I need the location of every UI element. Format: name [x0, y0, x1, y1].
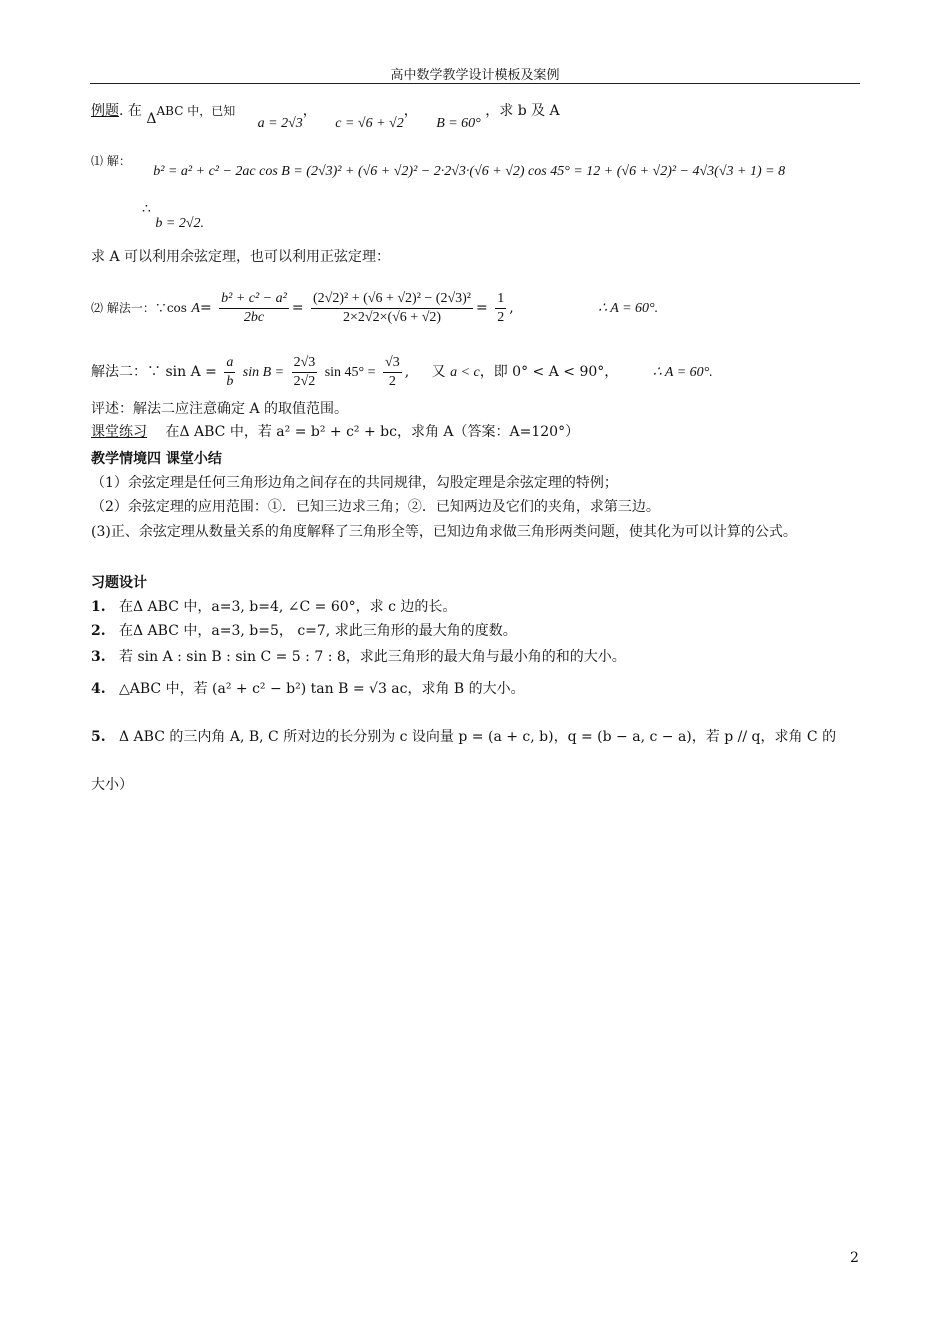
example-text-a: . 在	[119, 103, 142, 119]
exercise-item	[91, 596, 456, 618]
sol2-frac1-num: b² + c² − a²	[219, 290, 289, 309]
practice-line	[91, 421, 579, 443]
comment-line: 评述：解法二应注意确定 A 的取值范围。	[91, 401, 349, 417]
sol2-result: ∴ A = 60°.	[598, 301, 659, 316]
sol3-frac2	[292, 354, 318, 391]
exercise-text: 在Δ ABC 中，a=3, b=4, ∠C = 60°，求 c 边的长。	[119, 599, 457, 615]
page-header: 高中数学教学设计模板及案例	[390, 68, 560, 83]
summary-title: 教学情境四 课堂小结	[91, 451, 222, 467]
sol2-frac1	[219, 290, 289, 327]
cond-c: c = √6 + √2	[335, 116, 404, 131]
exercise-item	[91, 620, 517, 642]
sol2-frac3	[495, 290, 506, 327]
sol3-label: 解法二：∵ sin A =	[91, 364, 217, 380]
sol2-frac1-den: 2bc	[243, 309, 265, 325]
practice-label: 课堂练习	[91, 424, 147, 440]
sol3-frac3-den: 2	[388, 373, 396, 389]
sol2-frac3-num: 1	[495, 290, 506, 309]
sol3-mid2: sin 45° =	[324, 365, 376, 380]
example-text-b: ABC 中，已知	[156, 104, 236, 118]
page-number: 2	[850, 1250, 859, 1266]
sol1-line	[91, 150, 786, 179]
sol3-again: 又	[431, 364, 446, 380]
exercise-5-continuation: 大小）	[91, 777, 133, 793]
exercise-num: 4.	[91, 681, 106, 697]
exercise-text: Δ ABC 的三内角 A, B, C 所对边的长分别为 c 设向量 p = (a + c, b)，q = (b − a, c − a)，若 p // q，求角 C 的	[119, 729, 837, 745]
sol1-label: ⑴ 解：	[91, 154, 131, 168]
find-a-line: 求 A 可以利用余弦定理，也可以利用正弦定理：	[91, 249, 391, 265]
sol2-frac2	[311, 290, 473, 327]
exercise-text: 在Δ ABC 中，a=3, b=5， c=7, 求此三角形的最大角的度数。	[119, 623, 517, 639]
sol3-frac2-den: 2√2	[293, 373, 316, 389]
example-line: 例题. 在 ΔABC 中，已知 a = 2√3， c = √6 + √2， B = 60° ，求 b 及 A	[91, 103, 560, 131]
exercise-num: 2.	[91, 623, 106, 639]
sol2-line: ⑵ 解法一：∵cos A= $\frac{\text{b² + c² − a²}}{2bc}$ = $\frac{\text{(2√2)² + (√6 + √2)² − (2√3)²}}{2\times 2√2\times(√6 + √2)}$ = $\frac{1}{2}$ , ∴ A = 60°.	[91, 290, 659, 325]
example-ask: ，求 b 及 A	[485, 103, 560, 119]
exercise-item	[91, 678, 525, 700]
cond-a: a = 2√3	[257, 116, 303, 131]
exercise-num: 5.	[91, 729, 106, 745]
exercise-num: 3.	[91, 649, 106, 665]
therefore-symbol: ∴	[142, 201, 151, 217]
sol3-cond: a < c	[450, 365, 480, 380]
sol3-frac1-den: b	[226, 373, 234, 389]
sol1-result: b = 2√2.	[155, 216, 205, 231]
sol1-formula: b² = a² + c² − 2ac cos B = (2√3)² + (√6 + √2)² − 2·2√3·(√6 + √2) cos 45° = 12 + (√6 + √2)² − 4√3(√3 + 1) = 8	[153, 164, 786, 179]
exercise-text: △ABC 中，若 (a² + c² − b²) tan B = √3 ac，求角 B 的大小。	[119, 681, 525, 697]
sol2-frac3-den: 2	[497, 309, 505, 325]
sol3-line: 解法二：∵ sin A = $\frac{a}{b}$ sin B = $\frac{2√3}{2√2}$ sin 45° = $\frac{√3}{2}$ , 又 a < c，即 0° < A < 90°， ∴ A = 60°.	[91, 354, 713, 389]
cond-b: B = 60°	[436, 116, 481, 131]
summary-item-2: （2）余弦定理的应用范围：①．已知三边求三角；②．已知两边及它们的夹角，求第三边。	[91, 499, 660, 515]
practice-text: 在Δ ABC 中，若 a² = b² + c² + bc，求角 A（答案：A=120°）	[165, 424, 580, 440]
sol3-frac3-num: √3	[383, 354, 402, 373]
example-label: 例题	[91, 103, 119, 119]
sol3-result: ∴ A = 60°.	[652, 365, 713, 380]
sol1-result-line	[142, 198, 205, 231]
header-rule	[90, 83, 860, 84]
exercise-num: 1.	[91, 599, 106, 615]
summary-item-1: （1）余弦定理是任何三角形边角之间存在的共同规律，勾股定理是余弦定理的特例；	[91, 475, 618, 491]
sol3-frac1	[224, 354, 235, 391]
sol3-frac3	[383, 354, 402, 391]
sol3-frac2-num: 2√3	[292, 354, 318, 373]
sol2-frac2-den: 2×2√2×(√6 + √2)	[342, 309, 442, 325]
exercise-text: 若 sin A : sin B : sin C = 5 : 7 : 8，求此三角形的最大角与最小角的和的大小。	[119, 649, 626, 665]
summary-item-3: (3)正、余弦定理从数量关系的角度解释了三角形全等，已知边角求做三角形两类问题，使其化为可以计算的公式。	[91, 524, 797, 540]
sol2-var-a: A	[191, 301, 200, 316]
triangle-symbol: Δ	[146, 111, 157, 127]
exercises-title: 习题设计	[91, 575, 147, 591]
exercise-item	[91, 726, 836, 748]
sol3-ie: ，即 0° < A < 90°，	[479, 364, 619, 380]
sol3-mid: sin B =	[242, 365, 285, 380]
sol3-frac1-num: a	[224, 354, 235, 373]
exercise-item	[91, 646, 626, 668]
sol2-label: ⑵ 解法一：∵cos	[91, 301, 187, 315]
sol2-frac2-num: (2√2)² + (√6 + √2)² − (2√3)²	[311, 290, 473, 309]
